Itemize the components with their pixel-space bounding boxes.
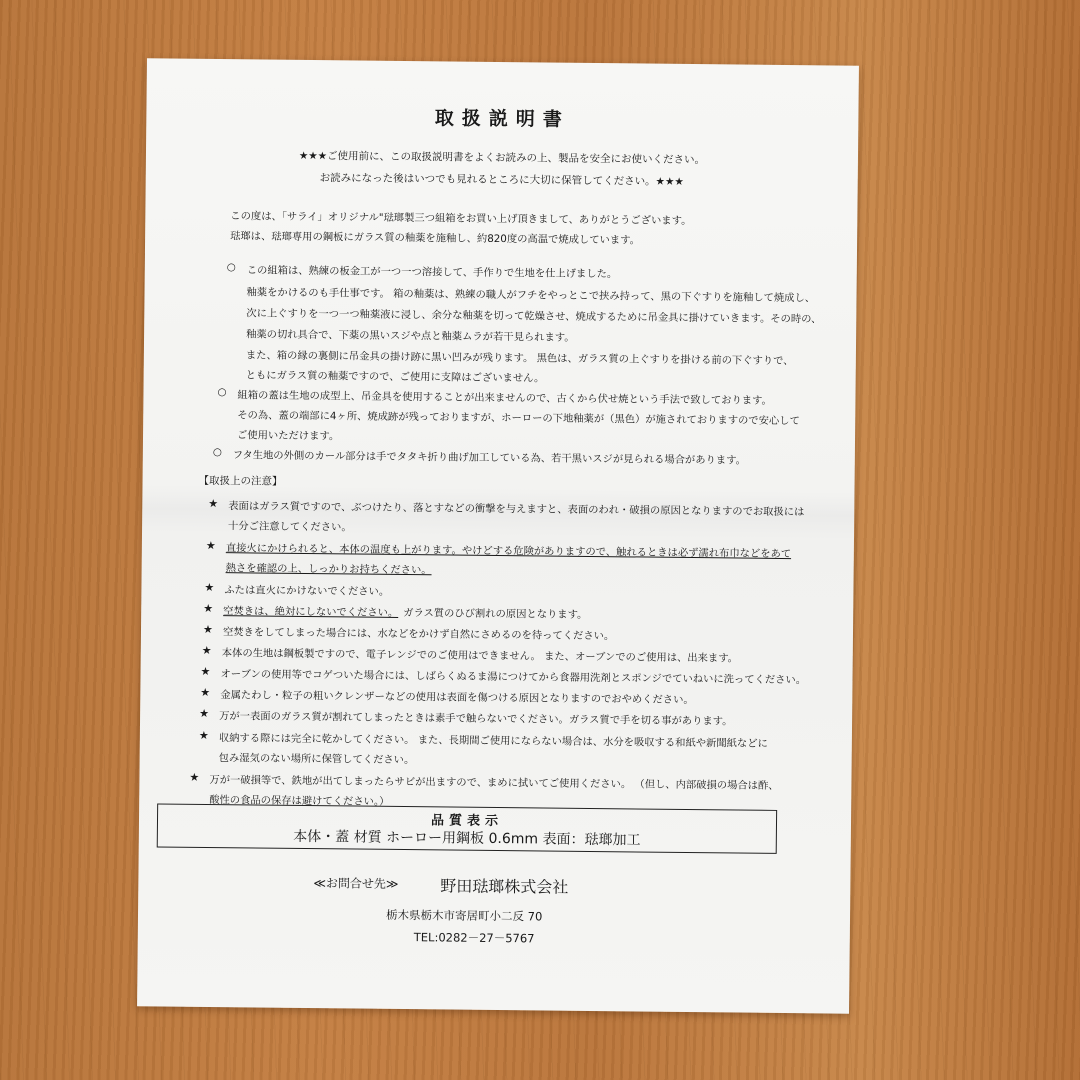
note-line: 包み湿気のない場所に保管してください。 [218, 752, 415, 767]
quality-body: 本体・蓋 材質 ホーロー用鋼板 0.6mm 表面：琺瑯加工 [293, 828, 641, 849]
instruction-sheet [137, 58, 859, 1013]
circle-bullet-icon: ○ [226, 261, 236, 274]
star-bullet-icon: ★ [208, 496, 219, 511]
notes-heading: 【取扱上の注意】 [198, 474, 283, 488]
note-line: オーブンの使用等でコゲついた場合には、しばらくぬるま湯につけてから食器用洗剤とスポンジでていねいに洗ってください。 [220, 668, 807, 687]
note-line: 表面はガラス質ですので、ぶつけたり、落とすなどの衝撃を与えますと、表面のわれ・破損の原因となりますのでお取扱には [228, 500, 805, 519]
star-bullet-icon: ★ [203, 601, 214, 616]
body-line: 釉薬をかけるのも手仕事です。 箱の釉薬は、熟練の職人がフチをやっとこで挟み持って、黒の下ぐすりを施釉して焼成し、 [246, 286, 816, 305]
company-name: 野田琺瑯株式会社 [440, 876, 569, 897]
note-line: 直接火にかけられると、本体の温度も上がります。やけどする危険がありますので、触れるときは必ず濡れ布巾などをあて [225, 542, 792, 561]
company-tel: TEL:0282－27－5767 [413, 930, 535, 946]
quality-box [157, 803, 777, 853]
note-line: 空焚きをしてしまった場合には、水などをかけず自然にさめるのを待ってください。 [222, 626, 615, 643]
star-bullet-icon: ★ [200, 685, 211, 699]
note-line: 本体の生地は鋼板製ですので、電子レンジでのご使用はできません。 また、オーブンでのご使用は、出来ます。 [221, 647, 739, 665]
star-bullet-icon: ★ [200, 664, 211, 678]
star-bullet-icon: ★ [204, 580, 215, 595]
note-line: ガラス質のひび割れの原因となります。 [403, 607, 588, 621]
star-bullet-icon: ★ [202, 622, 213, 637]
star-bullet-icon: ★ [199, 706, 210, 720]
intro-line-2: お読みになった後はいつでも見れるところに大切に保管してください。★★★ [319, 172, 684, 188]
intro-line-1: ★★★ご使用前に、この取扱説明書をよくお読みの上、製品を安全にお使いください。 [298, 149, 706, 167]
circle-bullet-icon: ○ [217, 386, 227, 399]
body-line: また、箱の縁の裏側に吊金具の掛け跡に黒い凹みが残ります。 黒色は、ガラス質の上ぐすりを掛ける前の下ぐすりで、 [245, 349, 794, 368]
star-bullet-icon: ★ [205, 538, 216, 553]
body-line: 組箱の蓋は生地の成型上、吊金具を使用することが出来ませんので、古くから伏せ焼という手法で致しております。 [237, 389, 772, 407]
document-title: 取扱説明書 [434, 107, 570, 131]
note-line: 空焚きは、絶対にしないでください。 [223, 605, 399, 619]
note-line: 十分ご注意してください。 [228, 520, 352, 534]
quality-title: 品質表示 [430, 813, 504, 830]
body-line: 次に上ぐすりを一つ一つ釉薬液に浸し、余分な釉薬を切って乾燥させ、焼成するために吊金具に掛けていきます。その時の、 [246, 307, 822, 326]
note-line: 収納する際には完全に乾かしてください。 また、長期間ご使用にならない場合は、水分を吸収する和紙や新聞紙などに [218, 732, 768, 750]
note-line: 熱さを確認の上、しっかりお持ちください。 [225, 562, 432, 577]
company-address: 栃木県栃木市寄居町小二反 70 [385, 907, 543, 924]
body-line: ご使用いただけます。 [236, 429, 340, 443]
body-line: 釉薬の切れ具合で、下薬の黒いスジや点と釉薬ムラが若干見られます。 [246, 328, 575, 344]
body-line: その為、蓋の端部に4ヶ所、焼成跡が残っておりますが、ホーローの下地釉薬が（黒色）が施されておりますので安心して [237, 409, 800, 428]
note-line: ふたは直火にかけないでください。 [224, 584, 390, 598]
star-bullet-icon: ★ [201, 643, 212, 658]
note-line: 万が一表面のガラス質が割れてしまったときは素手で触らないでください。ガラス質で手を切る事があります。 [219, 710, 733, 728]
greeting-line-2: 琺瑯は、琺瑯専用の鋼板にガラス質の釉薬を施釉し、約820度の高温で焼成しています。 [230, 230, 640, 247]
note-line: 金属たわし・粒子の粗いクレンザーなどの使用は表面を傷つける原因となりますのでおやめください。 [220, 689, 694, 707]
body-line: フタ生地の外側のカール部分は手でタタキ折り曲げ加工している為、若干黒いスジが見られる場合があります。 [232, 449, 746, 467]
star-bullet-icon: ★ [189, 770, 200, 784]
contact-label: ≪お問合せ先≫ [313, 876, 399, 891]
greeting-line-1: この度は、「サライ」オリジナル"琺瑯製三つ組箱をお買い上げ頂きまして、ありがとうございます。 [230, 210, 692, 228]
body-line: この組箱は、熟練の板金工が一つ一つ溶接して、手作りで生地を仕上げました。 [246, 264, 618, 281]
star-bullet-icon: ★ [198, 728, 209, 742]
note-line: 万が一破損等で、鉄地が出てしまったらサビが出ますので、まめに拭いてご使用ください。 （但し、内部破損の場合は酢、 [209, 773, 779, 792]
note-line: 酸性の食品の保存は避けてください。） [209, 793, 390, 808]
body-line: ともにガラス質の釉薬ですので、ご使用に支障はございません。 [245, 369, 545, 385]
circle-bullet-icon: ○ [212, 446, 222, 459]
